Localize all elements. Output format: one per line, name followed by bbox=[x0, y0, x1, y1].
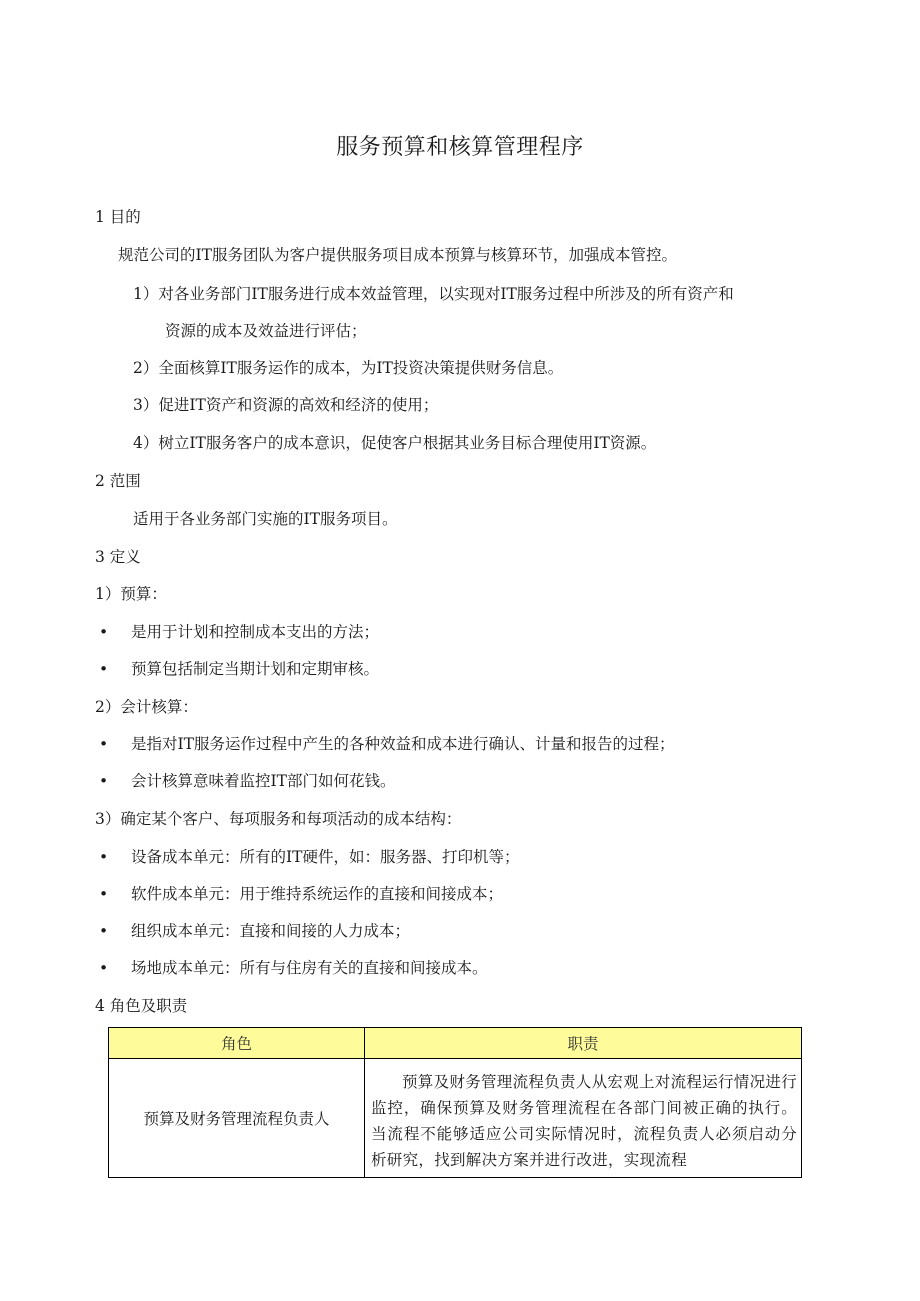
list-item-text: 设备成本单元：所有的IT硬件，如：服务器、打印机等； bbox=[131, 848, 520, 866]
accounting-label: 2）会计核算： bbox=[95, 698, 198, 716]
section-1-item-1-cont: 资源的成本及效益进行评估； bbox=[165, 322, 367, 340]
table-row bbox=[109, 1059, 802, 1178]
section-1-item-1: 1）对各业务部门IT服务进行成本效益管理，以实现对IT服务过程中所涉及的所有资产和 bbox=[133, 285, 734, 303]
section-2-text: 适用于各业务部门实施的IT服务项目。 bbox=[133, 510, 398, 528]
role-cell: 预算及财务管理流程负责人 bbox=[109, 1059, 365, 1178]
bullet-icon: • bbox=[99, 848, 109, 866]
duty-cell: 预算及财务管理流程负责人从宏观上对流程运行情况进行监控，确保预算及财务管理流程在各部门间被正确的执行。当流程不能够适应公司实际情况时，流程负责人必须启动分析研究，找到解决方案并进行改进，实现流程 bbox=[365, 1059, 802, 1178]
table-header-row bbox=[109, 1028, 802, 1059]
structure-label: 3）确定某个客户、每项服务和每项活动的成本结构： bbox=[95, 810, 462, 828]
roles-table bbox=[108, 1027, 802, 1178]
column-header-duty: 职责 bbox=[365, 1028, 802, 1059]
bullet-icon: • bbox=[99, 735, 109, 753]
bullet-icon: • bbox=[99, 660, 109, 678]
section-1-item-3: 3）促进IT资产和资源的高效和经济的使用； bbox=[133, 396, 439, 414]
budget-label: 1）预算： bbox=[95, 585, 167, 603]
section-1-item-2: 2）全面核算IT服务运作的成本，为IT投资决策提供财务信息。 bbox=[133, 359, 564, 377]
document-title: 服务预算和核算管理程序 bbox=[336, 135, 584, 160]
column-header-role: 角色 bbox=[109, 1028, 365, 1059]
bullet-icon: • bbox=[99, 922, 109, 940]
bullet-icon: • bbox=[99, 885, 109, 903]
section-1-item-4: 4）树立IT服务客户的成本意识，促使客户根据其业务目标合理使用IT资源。 bbox=[133, 434, 657, 452]
bullet-icon: • bbox=[99, 959, 109, 977]
bullet-icon: • bbox=[99, 623, 109, 641]
section-2-heading: 2 范围 bbox=[95, 472, 141, 490]
bullet-icon: • bbox=[99, 772, 109, 790]
list-item-text: 软件成本单元：用于维持系统运作的直接和间接成本； bbox=[131, 885, 504, 903]
section-1-intro: 规范公司的IT服务团队为客户提供服务项目成本预算与核算环节，加强成本管控。 bbox=[118, 246, 677, 264]
section-1-heading: 1 目的 bbox=[95, 208, 141, 226]
list-item-text: 组织成本单元：直接和间接的人力成本； bbox=[131, 922, 411, 940]
list-item-text: 场地成本单元：所有与住房有关的直接和间接成本。 bbox=[131, 959, 488, 977]
list-item-text: 是指对IT服务运作过程中产生的各种效益和成本进行确认、计量和报告的过程； bbox=[131, 735, 675, 753]
list-item-text: 会计核算意味着监控IT部门如何花钱。 bbox=[131, 772, 396, 790]
list-item-text: 预算包括制定当期计划和定期审核。 bbox=[131, 660, 380, 678]
section-3-heading: 3 定义 bbox=[95, 548, 141, 566]
list-item-text: 是用于计划和控制成本支出的方法； bbox=[131, 623, 380, 641]
section-4-heading: 4 角色及职责 bbox=[95, 997, 188, 1015]
